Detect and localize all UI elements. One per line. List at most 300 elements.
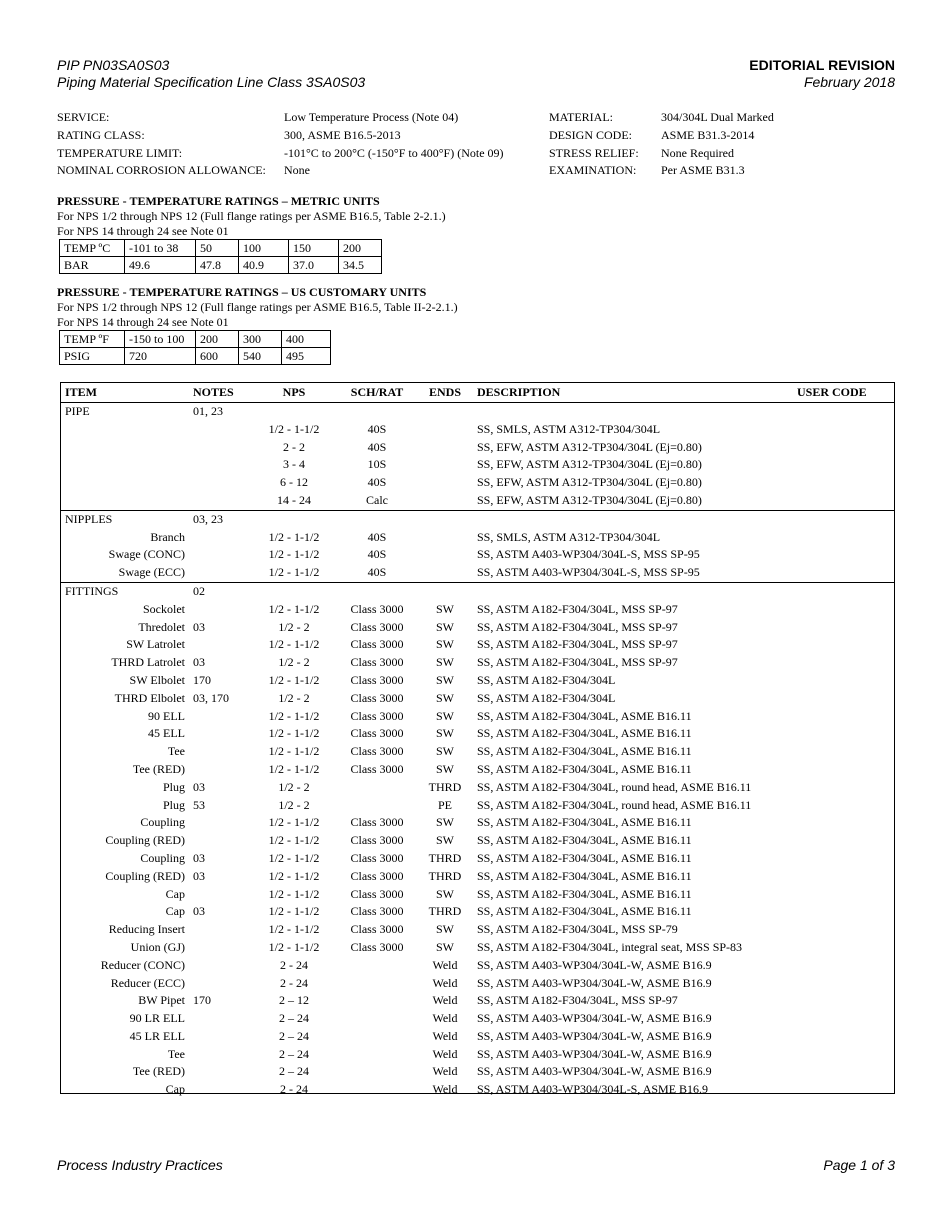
notes-cell: [189, 474, 251, 492]
sch-rat-cell: Class 3000: [350, 886, 404, 901]
notes-cell: 170: [193, 672, 211, 687]
table-row: [61, 832, 894, 850]
nps-cell: 1/2 - 1-1/2: [268, 833, 320, 848]
description-cell: SS, ASTM A182-F304/304L, round head, ASME B16.11: [477, 797, 752, 812]
user-code-cell: [793, 939, 894, 957]
user-code-cell: [793, 529, 894, 547]
ends-cell: [417, 529, 473, 547]
description-cell: SS, ASTM A182-F304/304L: [477, 690, 616, 705]
nps-cell: 1/2 - 2: [278, 619, 310, 634]
metric-cell: 49.6: [125, 257, 196, 274]
sch-rat-cell: Class 3000: [350, 619, 404, 634]
sch-rat-cell: [337, 582, 417, 600]
nps-cell: 1/2 - 1-1/2: [268, 904, 320, 919]
ends-cell: [417, 456, 473, 474]
table-row: [61, 921, 894, 939]
sch-rat-cell: Class 3000: [350, 868, 404, 883]
user-code-cell: [793, 636, 894, 654]
nps-cell: 6 - 12: [280, 475, 308, 490]
table-group-row: [61, 510, 894, 528]
item-cell: Branch: [150, 529, 185, 544]
user-code-cell: [793, 690, 894, 708]
sch-rat-cell: Class 3000: [350, 904, 404, 919]
sch-rat-cell: 40S: [367, 529, 387, 544]
notes-cell: [189, 832, 251, 850]
table-row: [61, 761, 894, 779]
metric-ratings-section: [57, 194, 657, 274]
user-code-cell: [793, 814, 894, 832]
user-code-cell: [793, 474, 894, 492]
user-code-cell: [793, 868, 894, 886]
table-row: [61, 1028, 894, 1046]
item-cell: [61, 421, 189, 439]
table-row: [61, 850, 894, 868]
ends-cell: SW: [436, 672, 454, 687]
user-code-cell: [793, 761, 894, 779]
spec-info-block: [57, 109, 897, 180]
nps-cell: 1/2 - 2: [278, 797, 310, 812]
ends-cell: SW: [436, 939, 454, 954]
notes-cell: [189, 708, 251, 726]
sch-rat-cell: Class 3000: [350, 655, 404, 670]
user-code-cell: [793, 439, 894, 457]
document-header-left: [57, 57, 365, 91]
ends-cell: [417, 492, 473, 510]
description-cell: SS, ASTM A403-WP304/304L-W, ASME B16.9: [477, 1064, 712, 1079]
ends-cell: Weld: [432, 993, 458, 1008]
nps-cell: 1/2 - 1-1/2: [268, 672, 320, 687]
us-cell: 495: [282, 348, 331, 365]
table-row: [61, 957, 894, 975]
ends-cell: [417, 403, 473, 421]
item-cell: FITTINGS: [61, 582, 189, 600]
table-body: [61, 403, 894, 1100]
info-value: 300, ASME B16.5-2013: [284, 127, 401, 142]
user-code-cell: [793, 456, 894, 474]
item-cell: 45 LR ELL: [129, 1028, 185, 1043]
user-code-cell: [793, 797, 894, 815]
ends-cell: SW: [436, 655, 454, 670]
notes-cell: 03: [193, 619, 205, 634]
notes-cell: [189, 725, 251, 743]
table-row: [61, 564, 894, 582]
sch-rat-cell: Class 3000: [350, 601, 404, 616]
info-row: [57, 127, 897, 145]
notes-cell: [189, 921, 251, 939]
sch-rat-cell: [337, 510, 417, 528]
item-cell: Coupling (RED): [105, 868, 185, 883]
nps-cell: 1/2 - 1-1/2: [268, 565, 320, 580]
ends-cell: Weld: [432, 1046, 458, 1061]
item-cell: Coupling: [140, 850, 185, 865]
ends-cell: Weld: [432, 957, 458, 972]
user-code-cell: [793, 421, 894, 439]
user-code-cell: [793, 708, 894, 726]
notes-cell: [189, 743, 251, 761]
item-cell: SW Elbolet: [129, 672, 185, 687]
ends-cell: [417, 546, 473, 564]
notes-cell: [189, 439, 251, 457]
table-row: [61, 546, 894, 564]
table-row: [61, 1046, 894, 1064]
document-header-right: [749, 57, 895, 91]
sch-rat-cell: Calc: [366, 492, 388, 507]
metric-cell: 40.9: [239, 257, 289, 274]
metric-ratings-title: PRESSURE - TEMPERATURE RATINGS – METRIC UNITS: [57, 194, 380, 208]
table-row: [61, 743, 894, 761]
item-cell: NIPPLES: [61, 510, 189, 528]
nps-cell: 1/2 - 1-1/2: [268, 815, 320, 830]
table-row: [61, 939, 894, 957]
sch-rat-cell: [337, 1028, 417, 1046]
ends-cell: [417, 421, 473, 439]
notes-cell: [189, 546, 251, 564]
description-cell: SS, ASTM A182-F304/304L, ASME B16.11: [477, 868, 692, 883]
nps-cell: [251, 582, 337, 600]
us-cell: 540: [239, 348, 282, 365]
info-label: MATERIAL:: [549, 110, 613, 124]
sch-rat-cell: Class 3000: [350, 708, 404, 723]
description-cell: SS, ASTM A182-F304/304L, ASME B16.11: [477, 708, 692, 723]
item-cell: [61, 456, 189, 474]
nps-cell: [251, 510, 337, 528]
nps-cell: 1/2 - 1-1/2: [268, 868, 320, 883]
info-row: [57, 162, 897, 180]
metric-note-2: For NPS 14 through 24 see Note 01: [57, 224, 229, 238]
nps-cell: 1/2 - 2: [278, 779, 310, 794]
table-row: [61, 636, 894, 654]
ends-cell: Weld: [432, 1028, 458, 1043]
sch-rat-cell: Class 3000: [350, 833, 404, 848]
table-row: [61, 690, 894, 708]
table-row: [61, 529, 894, 547]
info-label: RATING CLASS:: [57, 127, 145, 142]
description-cell: SS, ASTM A403-WP304/304L-S, ASME B16.9: [477, 1082, 709, 1097]
notes-cell: [189, 601, 251, 619]
item-cell: THRD Latrolet: [111, 655, 185, 670]
us-note-1: For NPS 1/2 through NPS 12 (Full flange ratings per ASME B16.5, Table II-2-2.1.): [57, 300, 458, 314]
notes-cell: [189, 814, 251, 832]
notes-cell: 02: [189, 582, 251, 600]
notes-cell: 03: [193, 868, 205, 883]
ends-cell: [417, 510, 473, 528]
notes-cell: [189, 1081, 251, 1099]
ends-cell: SW: [436, 815, 454, 830]
revision-date: February 2018: [803, 74, 895, 90]
column-header-sch-rat: SCH/RAT: [337, 383, 417, 403]
notes-cell: 03, 23: [189, 510, 251, 528]
user-code-cell: [793, 1046, 894, 1064]
sch-rat-cell: Class 3000: [350, 850, 404, 865]
ends-cell: SW: [436, 601, 454, 616]
table-group-row: [61, 403, 894, 421]
description-cell: SS, ASTM A403-WP304/304L-S, MSS SP-95: [477, 547, 700, 562]
user-code-cell: [793, 619, 894, 637]
info-value: -101°C to 200°C (-150°F to 400°F) (Note 09): [284, 145, 504, 160]
description-cell: SS, ASTM A182-F304/304L, MSS SP-79: [477, 922, 678, 937]
description-cell: SS, ASTM A403-WP304/304L-W, ASME B16.9: [477, 1011, 712, 1026]
notes-cell: [189, 939, 251, 957]
item-cell: Tee (RED): [132, 761, 185, 776]
nps-cell: 2 – 24: [279, 1028, 309, 1043]
nps-cell: 1/2 - 1-1/2: [268, 922, 320, 937]
info-value: 304/304L Dual Marked: [661, 110, 774, 124]
sch-rat-cell: Class 3000: [350, 744, 404, 759]
user-code-cell: [793, 779, 894, 797]
sch-rat-cell: 10S: [367, 457, 387, 472]
nps-cell: 1/2 - 1-1/2: [268, 547, 320, 562]
user-code-cell: [793, 492, 894, 510]
nps-cell: 1/2 - 1-1/2: [268, 939, 320, 954]
ends-cell: [417, 582, 473, 600]
us-cell: 400: [282, 331, 331, 348]
description-cell: SS, SMLS, ASTM A312-TP304/304L: [477, 421, 661, 436]
info-row: [57, 145, 897, 163]
table-row: [61, 421, 894, 439]
user-code-cell: [793, 921, 894, 939]
user-code-cell: [793, 743, 894, 761]
user-code-cell: [793, 850, 894, 868]
notes-cell: [189, 975, 251, 993]
column-header-ends: ENDS: [417, 383, 473, 403]
table-row: [61, 886, 894, 904]
ends-cell: SW: [436, 708, 454, 723]
nps-cell: 2 – 24: [279, 1011, 309, 1026]
us-cell: 200: [196, 331, 239, 348]
metric-pressure-row: [60, 257, 382, 274]
table-row: [61, 474, 894, 492]
ends-cell: THRD: [428, 850, 462, 865]
description-cell: SS, EFW, ASTM A312-TP304/304L (Ej=0.80): [477, 475, 702, 490]
nps-cell: 1/2 - 1-1/2: [268, 726, 320, 741]
sch-rat-cell: [337, 1063, 417, 1081]
table-row: [61, 725, 894, 743]
notes-cell: [189, 1028, 251, 1046]
nps-cell: 2 - 24: [280, 975, 308, 990]
item-cell: Union (GJ): [130, 939, 185, 954]
ends-cell: [417, 439, 473, 457]
nps-cell: 1/2 - 1-1/2: [268, 601, 320, 616]
us-ratings-section: [57, 285, 657, 365]
metric-cell: TEMP ºC: [60, 240, 125, 257]
sch-rat-cell: [337, 1010, 417, 1028]
notes-cell: [189, 421, 251, 439]
table-row: [61, 456, 894, 474]
table-header-row: [61, 383, 894, 403]
item-cell: Cap: [165, 1082, 185, 1097]
user-code-cell: [793, 886, 894, 904]
ends-cell: SW: [436, 761, 454, 776]
description-cell: SS, ASTM A182-F304/304L, ASME B16.11: [477, 850, 692, 865]
table-row: [61, 672, 894, 690]
nps-cell: 1/2 - 1-1/2: [268, 850, 320, 865]
notes-cell: [189, 529, 251, 547]
notes-cell: [189, 636, 251, 654]
nps-cell: 2 - 24: [280, 1082, 308, 1097]
nps-cell: 1/2 - 1-1/2: [268, 421, 320, 436]
info-value: Per ASME B31.3: [661, 163, 745, 178]
us-pressure-row: [60, 348, 331, 365]
item-cell: Coupling: [140, 815, 185, 830]
item-cell: Swage (CONC): [108, 547, 185, 562]
nps-cell: 2 – 24: [279, 1064, 309, 1079]
info-value: None Required: [661, 145, 734, 160]
column-header-notes: NOTES: [189, 383, 251, 403]
notes-cell: [189, 761, 251, 779]
table-row: [61, 439, 894, 457]
table-row: [61, 619, 894, 637]
sch-rat-cell: [337, 1081, 417, 1099]
us-ratings-table: [59, 330, 331, 365]
sch-rat-cell: 40S: [367, 475, 387, 490]
footer-publisher: Process Industry Practices: [57, 1157, 223, 1173]
item-cell: Tee: [167, 744, 185, 759]
nps-cell: 3 - 4: [283, 457, 305, 472]
sch-rat-cell: [337, 957, 417, 975]
sch-rat-cell: [337, 992, 417, 1010]
description-cell: SS, ASTM A182-F304/304L, MSS SP-97: [477, 619, 678, 634]
notes-cell: 03: [193, 655, 205, 670]
user-code-cell: [793, 601, 894, 619]
description-cell: SS, ASTM A403-WP304/304L-W, ASME B16.9: [477, 975, 712, 990]
table-row: [61, 654, 894, 672]
notes-cell: [189, 564, 251, 582]
ends-cell: Weld: [432, 1011, 458, 1026]
user-code-cell: [793, 903, 894, 921]
item-cell: Tee: [167, 1046, 185, 1061]
table-row: [61, 975, 894, 993]
user-code-cell: [793, 1081, 894, 1099]
us-note-2: For NPS 14 through 24 see Note 01: [57, 315, 229, 329]
table-row: [61, 779, 894, 797]
user-code-cell: [793, 832, 894, 850]
description-cell: SS, ASTM A182-F304/304L, round head, ASME B16.11: [477, 779, 752, 794]
ends-cell: SW: [436, 619, 454, 634]
sch-rat-cell: Class 3000: [350, 690, 404, 705]
metric-cell: -101 to 38: [125, 240, 196, 257]
us-cell: -150 to 100: [125, 331, 196, 348]
sch-rat-cell: 40S: [367, 547, 387, 562]
description-cell: SS, ASTM A182-F304/304L, ASME B16.11: [477, 815, 692, 830]
metric-cell: 100: [239, 240, 289, 257]
info-row: [57, 109, 897, 127]
nps-cell: 2 – 24: [279, 1046, 309, 1061]
item-cell: Plug: [162, 779, 185, 794]
ends-cell: SW: [436, 833, 454, 848]
metric-cell: 34.5: [339, 257, 382, 274]
notes-cell: [189, 1046, 251, 1064]
metric-cell: 150: [289, 240, 339, 257]
description-cell: [473, 510, 793, 528]
metric-note-1: For NPS 1/2 through NPS 12 (Full flange ratings per ASME B16.5, Table 2-2.1.): [57, 209, 446, 223]
metric-cell: 200: [339, 240, 382, 257]
sch-rat-cell: 40S: [367, 421, 387, 436]
item-cell: Swage (ECC): [118, 565, 185, 580]
metric-ratings-table: [59, 239, 382, 274]
user-code-cell: [793, 957, 894, 975]
description-cell: SS, ASTM A403-WP304/304L-W, ASME B16.9: [477, 957, 712, 972]
item-cell: [61, 439, 189, 457]
table-row: [61, 903, 894, 921]
description-cell: SS, ASTM A182-F304/304L, ASME B16.11: [477, 904, 692, 919]
sch-rat-cell: Class 3000: [350, 637, 404, 652]
item-cell: SW Latrolet: [126, 637, 185, 652]
table-row: [61, 992, 894, 1010]
nps-cell: 1/2 - 1-1/2: [268, 744, 320, 759]
description-cell: SS, ASTM A182-F304/304L, MSS SP-97: [477, 655, 678, 670]
info-label: SERVICE:: [57, 110, 110, 124]
nps-cell: 1/2 - 1-1/2: [268, 708, 320, 723]
sch-rat-cell: Class 3000: [350, 939, 404, 954]
sch-rat-cell: 40S: [367, 439, 387, 454]
doc-title: Piping Material Specification Line Class 3SA0S03: [57, 74, 366, 90]
notes-cell: 170: [193, 993, 211, 1008]
column-header-description: DESCRIPTION: [473, 383, 793, 403]
user-code-cell: [793, 992, 894, 1010]
item-cell: Sockolet: [143, 601, 185, 616]
us-cell: PSIG: [60, 348, 125, 365]
sch-rat-cell: [337, 403, 417, 421]
nps-cell: 1/2 - 1-1/2: [268, 886, 320, 901]
sch-rat-cell: Class 3000: [350, 761, 404, 776]
description-cell: SS, ASTM A182-F304/304L, ASME B16.11: [477, 726, 692, 741]
item-cell: Coupling (RED): [105, 833, 185, 848]
ends-cell: Weld: [432, 1082, 458, 1097]
material-spec-table-frame: [60, 382, 895, 1097]
column-header-item: ITEM: [61, 383, 189, 403]
notes-cell: [189, 1010, 251, 1028]
item-cell: Reducer (ECC): [110, 975, 185, 990]
info-value: ASME B31.3-2014: [661, 127, 755, 142]
description-cell: SS, ASTM A403-WP304/304L-S, MSS SP-95: [477, 565, 700, 580]
table-row: [61, 814, 894, 832]
sch-rat-cell: [337, 797, 417, 815]
description-cell: SS, ASTM A182-F304/304L, MSS SP-97: [477, 993, 678, 1008]
notes-cell: 03: [193, 850, 205, 865]
user-code-cell: [793, 975, 894, 993]
sch-rat-cell: [337, 1046, 417, 1064]
item-cell: PIPE: [65, 404, 90, 418]
metric-cell: 37.0: [289, 257, 339, 274]
info-value: Low Temperature Process (Note 04): [284, 110, 459, 124]
description-cell: SS, ASTM A403-WP304/304L-W, ASME B16.9: [477, 1046, 712, 1061]
metric-temp-row: [60, 240, 382, 257]
table-row: [61, 1010, 894, 1028]
user-code-cell: [793, 725, 894, 743]
item-cell: Reducing Insert: [108, 922, 185, 937]
description-cell: [473, 403, 793, 421]
ends-cell: [417, 474, 473, 492]
ends-cell: THRD: [428, 779, 462, 794]
notes-cell: 03: [193, 779, 205, 794]
description-cell: SS, SMLS, ASTM A312-TP304/304L: [477, 529, 661, 544]
notes-cell: 53: [193, 797, 205, 812]
table-row: [61, 797, 894, 815]
item-cell: [61, 474, 189, 492]
user-code-cell: [793, 672, 894, 690]
metric-cell: 47.8: [196, 257, 239, 274]
ends-cell: SW: [436, 886, 454, 901]
item-cell: Cap: [165, 886, 185, 901]
description-cell: [473, 582, 793, 600]
notes-cell: [189, 456, 251, 474]
table-group-row: [61, 582, 894, 600]
sch-rat-cell: Class 3000: [350, 815, 404, 830]
footer-page-number: Page 1 of 3: [823, 1157, 895, 1173]
notes-cell: [189, 1063, 251, 1081]
table-row: [61, 1081, 894, 1099]
item-cell: THRD Elbolet: [114, 690, 185, 705]
